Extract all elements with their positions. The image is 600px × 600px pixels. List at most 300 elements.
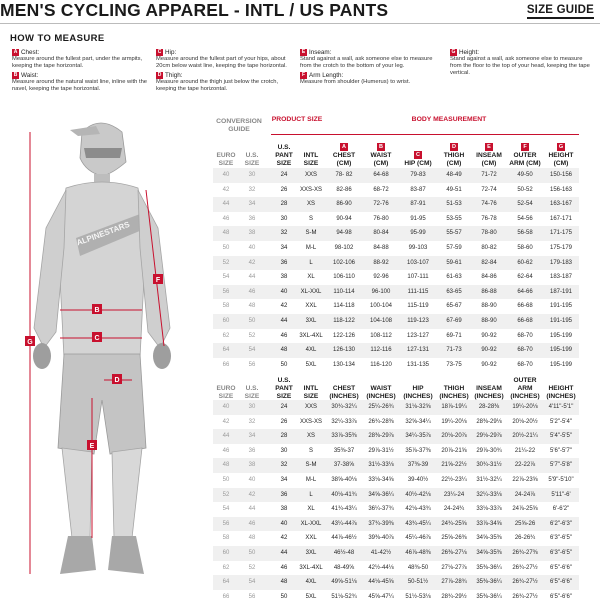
- cell-outer-arm: 60-62: [517, 259, 533, 266]
- cell-thigh: 61-63: [446, 274, 462, 281]
- column-headers-imperial: [213, 371, 579, 401]
- cell-intl-size: L: [309, 259, 313, 266]
- table-row: [213, 429, 579, 444]
- table-row: [213, 329, 579, 344]
- cell-euro-size: 66: [222, 593, 230, 600]
- cell-intl-size: XXS: [304, 172, 317, 178]
- cell-height: 171-175: [549, 230, 573, 237]
- measure-marker-icon: G: [558, 144, 564, 150]
- cell-us-size: 38: [248, 230, 256, 237]
- cell-hip: 46⅞-48⅜: [405, 550, 431, 556]
- table-row: [213, 197, 579, 212]
- cell-outer-arm: 24-24⅞: [514, 491, 536, 498]
- cell-us-pant-size: 38: [280, 506, 288, 513]
- cell-inseam: 74-76: [481, 201, 497, 208]
- cell-chest: 98-102: [334, 245, 354, 251]
- cell-height: 5'2"-5'4": [550, 418, 572, 425]
- cell-waist: 104-108: [369, 318, 393, 324]
- cell-inseam: 90-92: [481, 347, 497, 354]
- cell-hip: 79-83: [410, 172, 426, 178]
- jersey-shape: [58, 182, 146, 358]
- table-row: [213, 473, 579, 488]
- table-row: [213, 343, 579, 358]
- cell-waist: 72-76: [373, 201, 389, 208]
- cell-outer-arm: 64-66: [517, 288, 533, 295]
- cell-us-pant-size: 28: [280, 433, 288, 440]
- instruction-hip: [156, 49, 296, 70]
- cell-intl-size: 5XL: [305, 361, 317, 368]
- cell-outer-arm: 26-26¾: [514, 535, 536, 542]
- column-header-label: U.S. SIZE: [244, 385, 260, 400]
- product-size-header: PRODUCT SIZE: [271, 116, 323, 123]
- cell-outer-arm: 26¾-27⅜: [512, 550, 538, 556]
- conversion-guide-header: CONVERSION GUIDE: [216, 118, 262, 133]
- cell-euro-size: 66: [222, 361, 230, 368]
- cell-chest: 37-38⅝: [333, 462, 355, 469]
- cell-thigh: 48-49: [446, 172, 462, 178]
- cell-thigh: 53-55: [446, 215, 462, 222]
- cell-waist: 29⅞-31½: [368, 447, 394, 454]
- cell-thigh: 69-71: [446, 332, 462, 339]
- cell-us-size: 36: [248, 447, 256, 454]
- cell-us-size: 48: [248, 303, 256, 310]
- cell-inseam: 29⅞-30¾: [476, 447, 502, 454]
- cell-hip: 119-123: [407, 318, 429, 324]
- cell-waist: 76-80: [373, 215, 389, 222]
- cell-us-pant-size: 34: [280, 245, 288, 251]
- cell-us-size: 52: [248, 564, 256, 571]
- cell-outer-arm: 24⅞-25⅝: [512, 506, 538, 513]
- cell-inseam: 35⅜-36¼: [476, 564, 502, 571]
- column-header-hip: [399, 138, 437, 168]
- cell-thigh: 57-59: [446, 245, 462, 251]
- column-header-height: [543, 138, 579, 168]
- cell-hip: 35⅞-37⅜: [405, 447, 431, 454]
- table-row: [213, 502, 579, 517]
- cell-chest: 106-110: [333, 274, 355, 281]
- marker-a-icon: A: [13, 49, 18, 55]
- cell-hip: 95-99: [410, 230, 426, 237]
- cell-thigh: 28¾-29½: [441, 593, 467, 600]
- cell-inseam: 35⅜-36¼: [476, 579, 502, 586]
- cell-euro-size: 60: [222, 550, 230, 556]
- cell-thigh: 24-24¾: [443, 506, 465, 513]
- cell-inseam: 86-88: [481, 288, 497, 295]
- instruction-arm-length: [300, 72, 442, 86]
- cell-euro-size: 58: [222, 535, 230, 542]
- cell-inseam: 88-90: [481, 318, 497, 324]
- cell-us-pant-size: 26: [280, 186, 288, 193]
- cell-hip: 115-119: [407, 303, 429, 310]
- column-header-outer-arm: [507, 138, 543, 168]
- cell-us-pant-size: 46: [280, 564, 288, 571]
- cell-intl-size: 5XL: [305, 593, 317, 600]
- cell-hip: 107-111: [407, 274, 429, 281]
- instruction-title: Inseam:: [309, 49, 332, 56]
- cell-hip: 99-103: [408, 245, 428, 251]
- cell-thigh: 23¼-24: [443, 491, 465, 498]
- cell-us-pant-size: 50: [280, 593, 288, 600]
- cell-us-size: 42: [248, 491, 256, 498]
- cell-outer-arm: 66-68: [517, 303, 533, 310]
- cell-us-size: 46: [248, 288, 256, 295]
- cell-outer-arm: 62-64: [517, 274, 533, 281]
- column-header-label: U.S. PANT SIZE: [275, 377, 293, 400]
- cell-inseam: 30¾-31½: [476, 462, 502, 469]
- left-shoe-shape: [60, 536, 96, 574]
- cell-chest: 122-126: [332, 332, 356, 339]
- size-guide-tab[interactable]: SIZE GUIDE: [527, 4, 594, 19]
- cell-outer-arm: 56-58: [517, 230, 533, 237]
- cell-height: 187-191: [549, 288, 573, 295]
- cell-thigh: 51-53: [446, 201, 462, 208]
- column-header-inseam: [471, 371, 507, 401]
- cell-euro-size: 58: [222, 303, 230, 310]
- column-header-intl-size: [297, 138, 325, 168]
- measure-marker-icon: D: [450, 143, 458, 151]
- cell-height: 195-199: [549, 361, 573, 368]
- cell-us-size: 40: [248, 477, 256, 483]
- cell-hip: 50-51½: [407, 579, 429, 586]
- measure-marker-icon: B: [377, 143, 385, 151]
- cell-intl-size: XS: [306, 201, 315, 208]
- column-header-us-pant-size: [271, 138, 297, 168]
- cell-us-pant-size: 50: [280, 361, 288, 368]
- cell-us-size: 36: [248, 215, 256, 222]
- column-header-label: INSEAM (CM): [476, 152, 502, 167]
- cell-us-size: 48: [248, 535, 256, 542]
- cell-hip: 127-131: [406, 347, 430, 354]
- cell-outer-arm: 20⅛-20½: [512, 418, 538, 425]
- marker-b-icon: B: [13, 72, 18, 78]
- cell-hip: 91-95: [410, 215, 426, 222]
- cell-height: 4'11"-5'1": [548, 404, 574, 410]
- cell-outer-arm: 68-70: [517, 361, 533, 368]
- left-arm-shape: [34, 190, 66, 348]
- cell-chest: 114-118: [333, 303, 355, 310]
- column-header-label: HIP (CM): [404, 160, 432, 167]
- cell-us-size: 44: [248, 274, 256, 281]
- column-header-height: [543, 371, 579, 401]
- cell-inseam: 76-78: [481, 215, 497, 222]
- cell-thigh: 20⅛-20⅞: [441, 433, 467, 440]
- measure-marker-icon: C: [414, 151, 422, 159]
- marker-d-label: D: [114, 377, 120, 384]
- column-header-inseam: [471, 138, 507, 168]
- cell-waist: 41-42½: [370, 550, 392, 556]
- cell-chest: 43¼-44⅞: [331, 520, 357, 527]
- cell-height: 183-187: [549, 274, 573, 281]
- cell-outer-arm: 22-22⅞: [514, 462, 536, 469]
- cell-thigh: 59-61: [446, 259, 462, 266]
- cell-euro-size: 64: [222, 579, 230, 586]
- cell-us-size: 52: [248, 332, 256, 339]
- cell-thigh: 73-75: [446, 361, 462, 368]
- cell-chest: 90-94: [336, 215, 352, 222]
- table-row: [213, 575, 579, 590]
- cell-chest: 94-98: [336, 230, 352, 237]
- marker-e-icon: E: [301, 49, 306, 55]
- table-row: [213, 458, 579, 473]
- column-header-hip: [399, 371, 437, 401]
- cell-chest: 118-122: [333, 318, 355, 324]
- cell-outer-arm: 25⅝-26: [514, 520, 536, 527]
- cell-euro-size: 50: [222, 245, 230, 251]
- column-header-label: HEIGHT (CM): [548, 152, 574, 167]
- cell-outer-arm: 26¾-27½: [512, 593, 538, 600]
- cell-intl-size: S-M: [305, 462, 317, 469]
- column-header-label: U.S. PANT SIZE: [275, 144, 293, 167]
- cell-height: 5'11"-6': [551, 491, 571, 498]
- cell-euro-size: 44: [222, 433, 230, 440]
- cell-us-pant-size: 48: [280, 579, 288, 586]
- instruction-title: Chest:: [21, 49, 40, 56]
- cell-height: 6'5"-6'6": [550, 593, 572, 600]
- body-measurement-underline: [323, 134, 579, 135]
- cell-outer-arm: 58-60: [517, 245, 533, 251]
- cell-waist: 45⅝-47¼: [368, 593, 394, 600]
- cell-waist: 88-92: [373, 259, 389, 266]
- instruction-text: Measure around the fullest part, under the armpits, keeping the tape horizontal.: [12, 56, 143, 69]
- cell-us-size: 30: [248, 404, 256, 410]
- cell-euro-size: 52: [222, 259, 230, 266]
- cell-us-pant-size: 46: [280, 332, 288, 339]
- cell-outer-arm: 22⅞-23⅝: [512, 477, 538, 483]
- measure-marker-icon: E: [485, 143, 493, 151]
- cell-us-pant-size: 48: [280, 347, 288, 354]
- cell-intl-size: 4XL: [305, 579, 317, 586]
- cell-inseam: 90-92: [481, 332, 497, 339]
- size-table: [213, 116, 579, 600]
- cell-waist: 96-100: [371, 288, 391, 295]
- title-divider: [0, 23, 600, 24]
- cell-us-pant-size: 32: [280, 462, 288, 469]
- column-header-label: WAIST (INCHES): [366, 385, 396, 400]
- cell-hip: 43¾-45¼: [405, 520, 431, 527]
- cell-thigh: 18⅞-19¼: [441, 404, 467, 410]
- cell-thigh: 71-73: [446, 347, 462, 354]
- marker-f-icon: F: [301, 72, 306, 78]
- instruction-text: Stand against a wall, ask someone else to measure from the crotch to the bottom of your leg.: [300, 56, 433, 69]
- cell-us-size: 56: [248, 361, 256, 368]
- cell-euro-size: 48: [222, 230, 230, 237]
- cell-us-pant-size: 36: [280, 491, 288, 498]
- cell-euro-size: 62: [222, 332, 230, 339]
- cell-us-pant-size: 40: [280, 520, 288, 527]
- table-row: [213, 546, 579, 561]
- cell-outer-arm: 54-56: [517, 215, 533, 222]
- cell-hip: 48⅜-50: [407, 564, 429, 571]
- cell-euro-size: 42: [222, 418, 230, 425]
- cell-us-pant-size: 26: [280, 418, 288, 425]
- marker-b-label: B: [94, 307, 100, 314]
- cell-euro-size: 48: [222, 462, 230, 469]
- cell-thigh: 27⅛-27⅞: [441, 564, 467, 571]
- cell-euro-size: 46: [222, 447, 230, 454]
- cell-chest: 78- 82: [335, 172, 353, 178]
- cell-us-pant-size: 36: [280, 259, 288, 266]
- column-header-label: EURO SIZE: [216, 152, 236, 167]
- table-row: [213, 400, 579, 415]
- cell-us-pant-size: 42: [280, 303, 288, 310]
- table-row: [213, 183, 579, 198]
- cell-waist: 36¼-37¾: [368, 506, 394, 513]
- cell-euro-size: 64: [222, 347, 230, 354]
- cell-outer-arm: 20½-21¼: [512, 433, 538, 440]
- cell-outer-arm: 21¼-22: [514, 447, 536, 454]
- cell-chest: 35⅜-37: [333, 447, 355, 454]
- cell-intl-size: 4XL: [305, 347, 317, 354]
- table-row: [213, 270, 579, 285]
- cell-thigh: 21⅝-22½: [441, 462, 467, 469]
- left-leg-shape: [62, 448, 92, 538]
- cell-us-pant-size: 40: [280, 288, 288, 295]
- marker-d-icon: D: [157, 72, 162, 78]
- cell-chest: 41¾-43¼: [331, 506, 357, 513]
- cell-us-pant-size: 44: [280, 550, 288, 556]
- right-arm-shape: [138, 190, 170, 348]
- cell-height: 5'6"-5'7": [550, 447, 572, 454]
- marker-g-icon: G: [451, 49, 456, 55]
- cell-intl-size: XL-XXL: [300, 288, 322, 295]
- table-row: [213, 488, 579, 503]
- cell-hip: 51½-53⅛: [405, 593, 431, 600]
- cell-us-size: 44: [248, 506, 256, 513]
- cell-outer-arm: 19¼-20⅛: [512, 404, 538, 410]
- cell-height: 156-163: [549, 186, 573, 193]
- cell-hip: 31⅛-32⅝: [405, 404, 431, 410]
- cell-inseam: 28⅜-29⅛: [476, 418, 502, 425]
- cell-intl-size: XXS: [304, 404, 317, 410]
- cell-thigh: 25⅝-26⅜: [441, 535, 467, 542]
- column-header-us-size: [239, 138, 265, 168]
- cell-us-size: 30: [248, 172, 256, 178]
- cell-outer-arm: 68-70: [517, 332, 533, 339]
- cell-us-size: 34: [248, 201, 256, 208]
- column-header-outer-arm: [507, 371, 543, 401]
- cell-waist: 39⅜-40⅞: [368, 535, 394, 542]
- cell-intl-size: XS: [306, 433, 315, 440]
- cell-us-pant-size: 30: [280, 215, 288, 222]
- instruction-text: Measure around the thigh just below the crotch, keeping the tape horizontal.: [156, 79, 279, 92]
- cell-us-pant-size: 24: [280, 404, 288, 410]
- column-header-label: U.S. SIZE: [244, 152, 260, 167]
- cell-chest: 126-130: [332, 347, 356, 354]
- column-header-label: THIGH (INCHES): [439, 385, 469, 400]
- table-row: [213, 517, 579, 532]
- column-header-us-pant-size: [271, 371, 297, 401]
- column-header-label: INTL SIZE: [303, 385, 319, 400]
- cell-chest: 102-106: [332, 259, 356, 266]
- cell-height: 163-167: [549, 201, 573, 208]
- cell-height: 6'5"-6'6": [550, 564, 572, 571]
- cell-hip: 32⅝-34¼: [405, 418, 431, 425]
- cell-chest: 49⅝-51⅛: [331, 579, 357, 586]
- shorts-shape: [58, 354, 146, 454]
- cell-us-pant-size: 44: [280, 318, 288, 324]
- cell-chest: 44⅞-46½: [331, 535, 357, 542]
- rider-illustration: [0, 118, 212, 600]
- column-header-label: INSEAM (INCHES): [474, 385, 504, 400]
- cell-intl-size: S-M: [305, 230, 317, 237]
- instruction-inseam: [300, 49, 442, 70]
- cell-waist: 108-112: [370, 332, 392, 339]
- cell-hip: 45¼-46⅞: [405, 535, 431, 542]
- cell-inseam: 33⅞-34⅝: [476, 520, 502, 527]
- cell-intl-size: XL-XXL: [300, 520, 322, 527]
- cell-hip: 87-91: [410, 201, 426, 208]
- cell-hip: 42⅛-43¾: [405, 506, 431, 513]
- cell-inseam: 80-82: [481, 245, 497, 251]
- cell-waist: 37¾-39⅜: [368, 520, 394, 527]
- cell-inseam: 90-92: [481, 361, 497, 368]
- instruction-text: Measure around the fullest part of your hips, about 20cm below waist line, keeping the tape horizontal.: [156, 56, 287, 69]
- cell-thigh: 49-51: [446, 186, 462, 193]
- table-row: [213, 241, 579, 256]
- cell-intl-size: 3XL-4XL: [299, 332, 323, 339]
- instruction-text: Measure around the natural waist line, inline with the navel, keeping the tape horizontal.: [12, 79, 148, 92]
- cell-us-pant-size: 38: [280, 274, 288, 281]
- cell-intl-size: S: [308, 447, 313, 454]
- how-to-measure-heading: HOW TO MEASURE: [10, 33, 105, 44]
- cell-height: 6'-6'2": [552, 506, 570, 513]
- cell-inseam: 78-80: [481, 230, 497, 237]
- left-glove-shape: [33, 343, 51, 369]
- cell-euro-size: 50: [222, 477, 230, 483]
- instruction-title: Arm Length:: [309, 72, 344, 79]
- cell-hip: 39-40½: [407, 477, 429, 483]
- cell-intl-size: L: [309, 491, 313, 498]
- cell-chest: 51⅛-52¾: [331, 593, 357, 600]
- cell-inseam: 29⅛-29⅞: [476, 433, 502, 440]
- cell-intl-size: S: [308, 215, 313, 222]
- marker-f-label: F: [155, 277, 161, 284]
- page-title: MEN'S CYCLING APPAREL - INTL / US PANTS: [0, 0, 389, 20]
- column-header-chest: [325, 371, 363, 401]
- table-row: [213, 256, 579, 271]
- cell-outer-arm: 68-70: [517, 347, 533, 354]
- cell-us-size: 50: [248, 318, 256, 324]
- cell-height: 191-195: [549, 318, 573, 324]
- cell-waist: 26¾-28⅜: [368, 418, 394, 425]
- instruction-waist: [12, 72, 152, 93]
- cell-chest: 30¾-32¼: [331, 404, 357, 410]
- cell-intl-size: XXS-XS: [299, 418, 322, 425]
- cell-inseam: 34⅝-35⅜: [476, 550, 502, 556]
- cell-us-pant-size: 30: [280, 447, 288, 454]
- cell-us-size: 46: [248, 520, 256, 527]
- cell-euro-size: 46: [222, 215, 230, 222]
- cell-height: 5'4"-5'5": [550, 433, 572, 440]
- column-header-label: INTL SIZE: [303, 152, 319, 167]
- cell-thigh: 67-69: [446, 318, 462, 324]
- cell-inseam: 71-72: [481, 172, 497, 178]
- cell-chest: 48-49⅝: [333, 564, 355, 571]
- cell-inseam: 34⅝-35⅜: [476, 535, 502, 542]
- cell-hip: 103-107: [406, 259, 430, 266]
- instruction-title: Hip:: [165, 49, 177, 56]
- cell-thigh: 55-57: [446, 230, 462, 237]
- cell-inseam: 28-28⅜: [478, 404, 500, 410]
- measure-marker-icon: A: [340, 143, 348, 151]
- cell-height: 195-199: [549, 332, 573, 339]
- cell-us-pant-size: 24: [280, 172, 288, 178]
- cell-waist: 116-120: [370, 361, 392, 368]
- column-header-thigh: [437, 371, 471, 401]
- cell-intl-size: M-L: [305, 477, 317, 483]
- table-row: [213, 314, 579, 329]
- column-header-label: CHEST (CM): [332, 152, 356, 167]
